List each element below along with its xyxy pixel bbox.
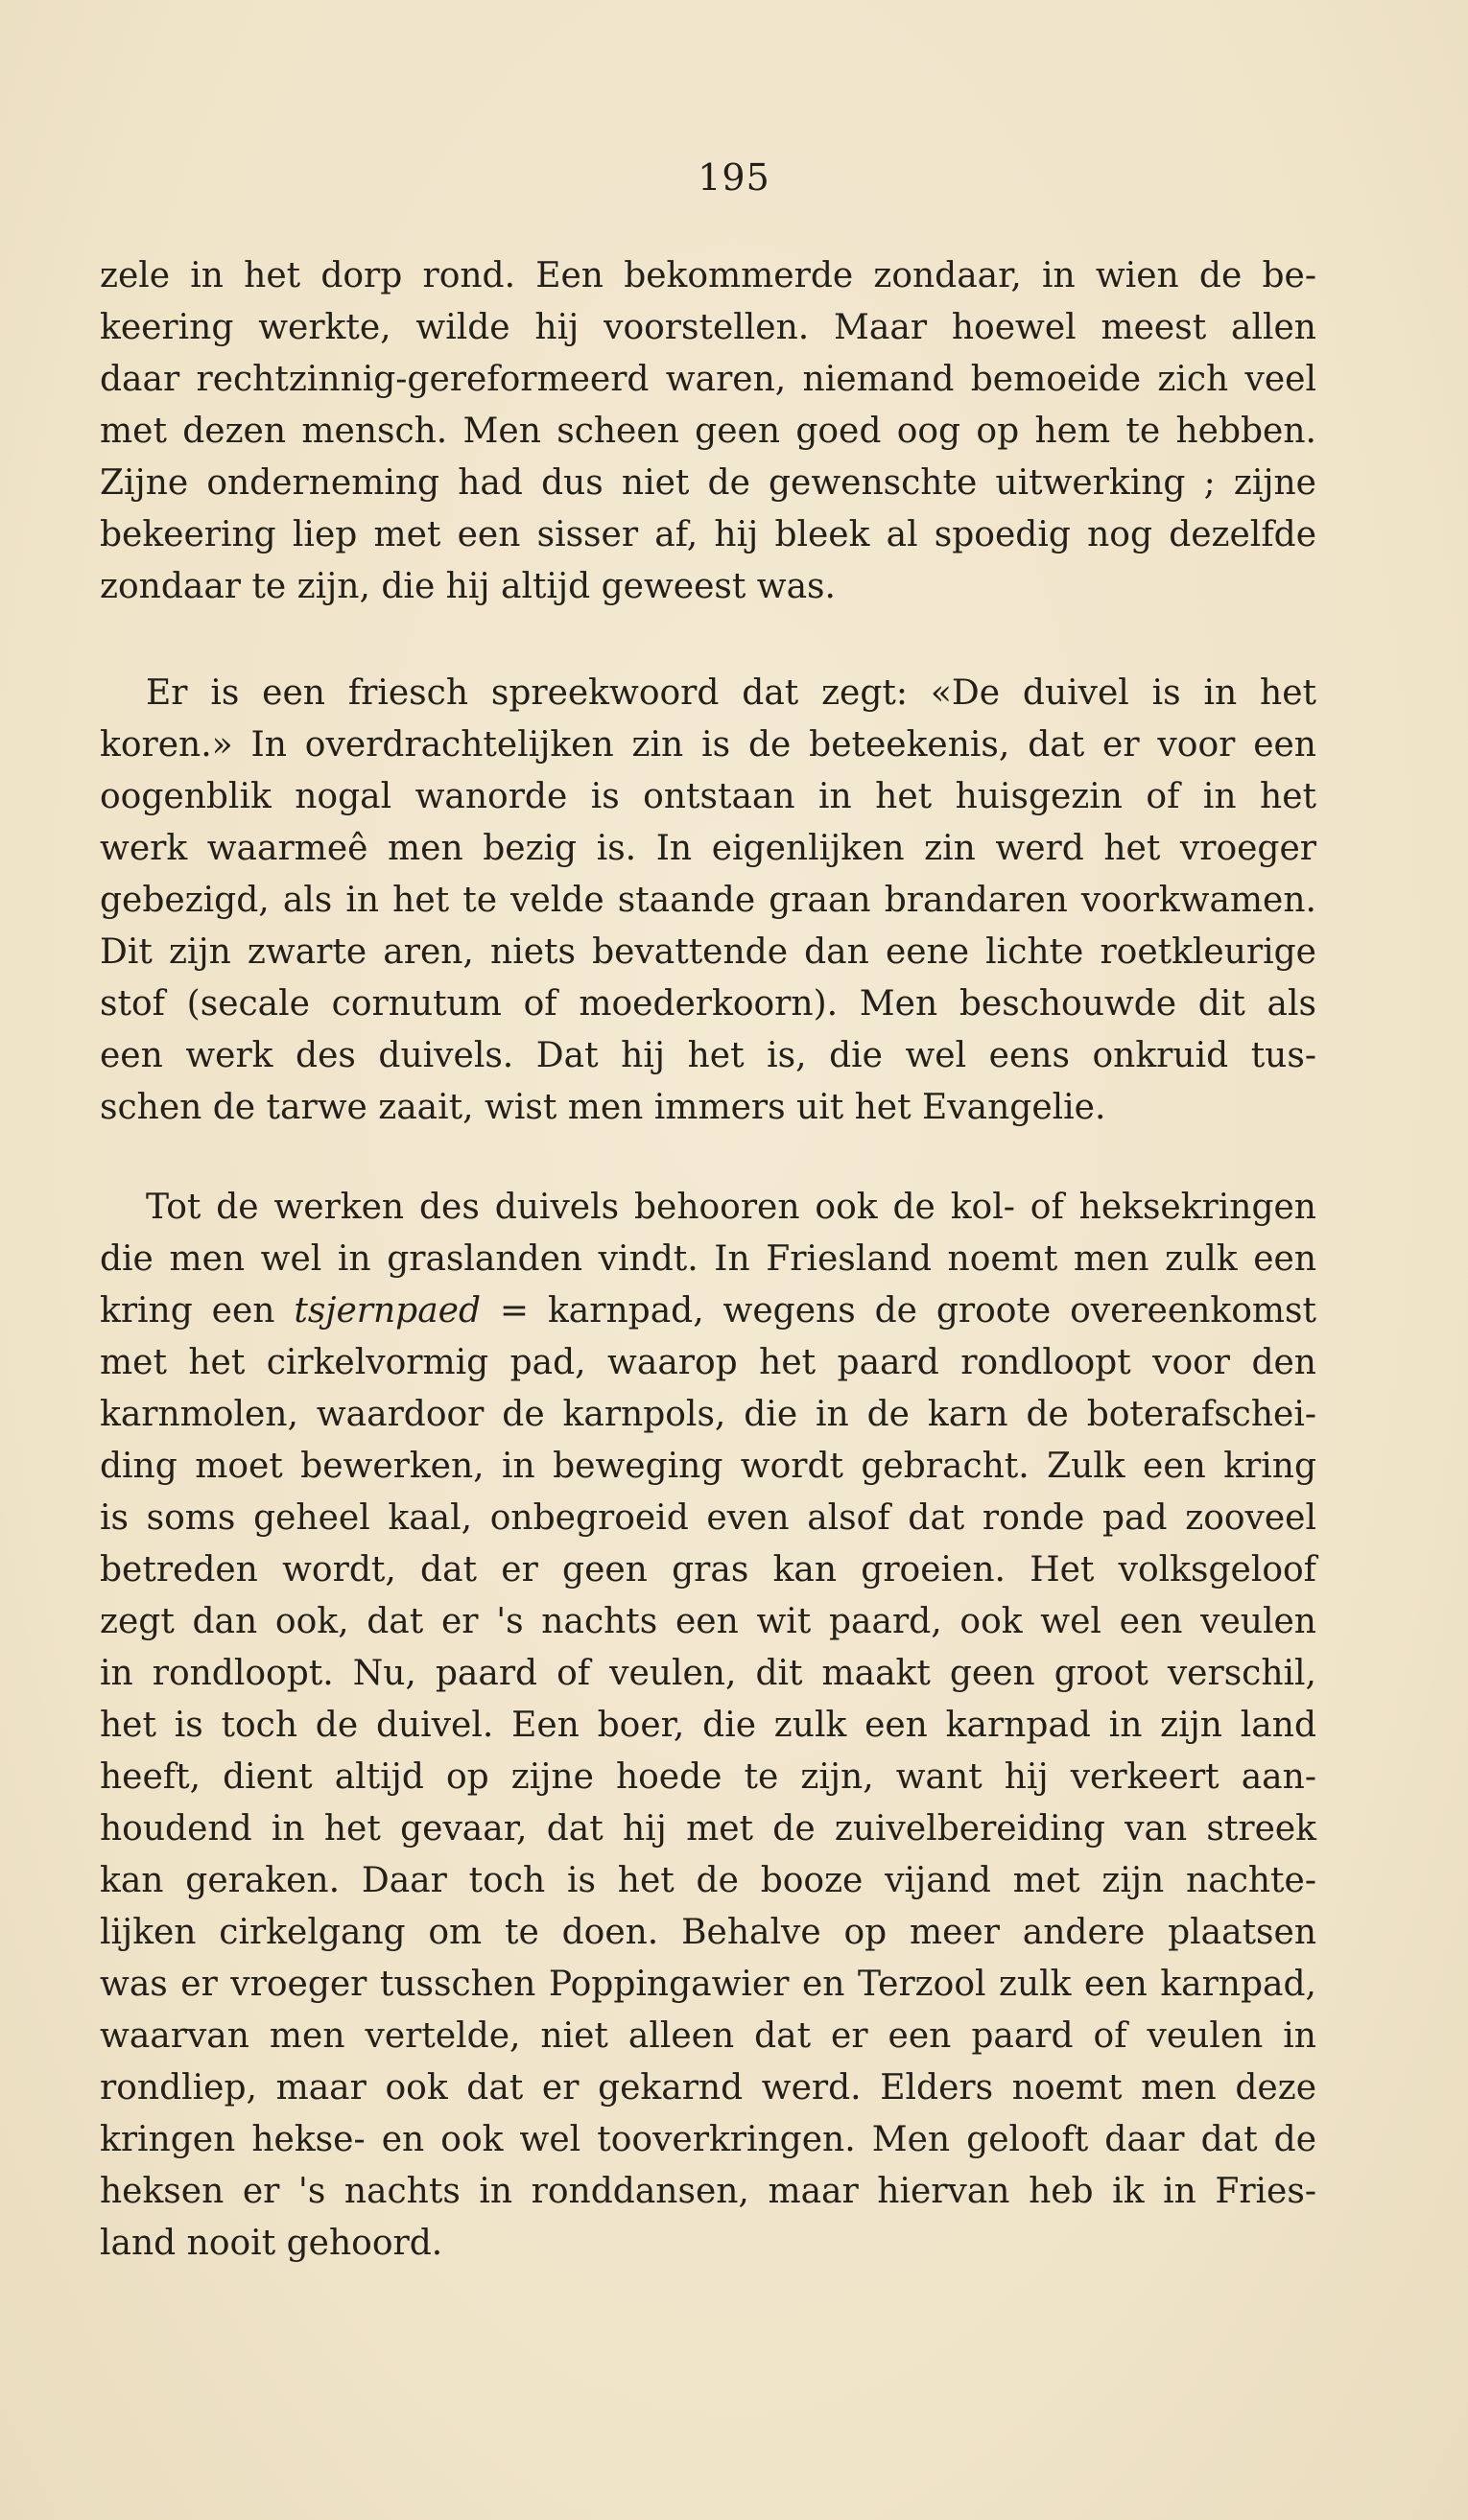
text-line: met het cirkelvormig pad, waarop het paard rondloopt voor den bbox=[100, 1343, 1316, 1382]
text-line: met dezen mensch. Men scheen geen goed oog op hem te hebben. bbox=[100, 412, 1316, 451]
text-line: heeft, dient altijd op zijne hoede te zijn, want hij verkeert aan- bbox=[100, 1757, 1316, 1797]
text-line: land nooit gehoord. bbox=[100, 2224, 443, 2263]
text-line: ding moet bewerken, in beweging wordt gebracht. Zulk een kring bbox=[100, 1447, 1316, 1486]
text-line: zegt dan ook, dat er 's nachts een wit paard, ook wel een veulen bbox=[100, 1602, 1316, 1641]
text-line: was er vroeger tusschen Poppingawier en Terzool zulk een karnpad, bbox=[100, 1965, 1316, 2004]
text-line: Zijne onderneming had dus niet de gewenschte uitwerking ; zijne bbox=[100, 463, 1316, 503]
text-line: Tot de werken des duivels behooren ook de kol- of heksekringen bbox=[146, 1188, 1316, 1227]
text-line: bekeering liep met een sisser af, hij bleek al spoedig nog dezelfde bbox=[100, 515, 1316, 554]
text-line: waarvan men vertelde, niet alleen dat er een paard of veulen in bbox=[100, 2016, 1316, 2056]
paragraph-2 bbox=[100, 668, 1316, 1134]
text-line: is soms geheel kaal, onbegroeid even alsof dat ronde pad zooveel bbox=[100, 1498, 1316, 1538]
text-line: stof (secale cornutum of moederkoorn). Men beschouwde dit als bbox=[100, 984, 1316, 1024]
text-line: een werk des duivels. Dat hij het is, die wel eens onkruid tus- bbox=[100, 1036, 1316, 1075]
text-line: rondliep, maar ook dat er gekarnd werd. Elders noemt men deze bbox=[100, 2068, 1316, 2108]
paragraph-1 bbox=[100, 250, 1316, 613]
text-line: Dit zijn zwarte aren, niets bevattende dan eene lichte roetkleurige bbox=[100, 932, 1316, 972]
text-line: zele in het dorp rond. Een bekommerde zondaar, in wien de be- bbox=[100, 256, 1316, 295]
text-line: kring een tsjernpaed = karnpad, wegens de groote overeenkomst bbox=[100, 1291, 1316, 1331]
text-line: het is toch de duivel. Een boer, die zulk een karnpad in zijn land bbox=[100, 1706, 1316, 1745]
paragraph-3 bbox=[100, 1182, 1316, 2270]
text-line: houdend in het gevaar, dat hij met de zuivelbereiding van streek bbox=[100, 1809, 1316, 1849]
page-number: 195 bbox=[698, 156, 770, 199]
text-line: Er is een friesch spreekwoord dat zegt: «De duivel is in het bbox=[146, 673, 1316, 713]
text-line: koren.» In overdrachtelijken zin is de beteekenis, dat er voor een bbox=[100, 725, 1316, 765]
italic-term: tsjernpaed bbox=[294, 1291, 482, 1331]
text-line: heksen er 's nachts in ronddansen, maar hiervan heb ik in Fries- bbox=[100, 2172, 1316, 2211]
text-line: schen de tarwe zaait, wist men immers uit het Evangelie. bbox=[100, 1088, 1106, 1127]
text-line: kringen hekse- en ook wel tooverkringen. Men gelooft daar dat de bbox=[100, 2120, 1316, 2159]
text-line: keering werkte, wilde hij voorstellen. Maar hoewel meest allen bbox=[100, 308, 1316, 347]
text-line: in rondloopt. Nu, paard of veulen, dit maakt geen groot verschil, bbox=[100, 1654, 1316, 1693]
text-line: lijken cirkelgang om te doen. Behalve op meer andere plaatsen bbox=[100, 1913, 1316, 1952]
text-line: betreden wordt, dat er geen gras kan groeien. Het volksgeloof bbox=[100, 1550, 1316, 1590]
text-line: kan geraken. Daar toch is het de booze vijand met zijn nachte- bbox=[100, 1861, 1316, 1900]
text-line: karnmolen, waardoor de karnpols, die in de karn de boterafschei- bbox=[100, 1395, 1316, 1434]
text-line: werk waarmeê men bezig is. In eigenlijken zin werd het vroeger bbox=[100, 829, 1316, 868]
text-line: gebezigd, als in het te velde staande graan brandaren voorkwamen. bbox=[100, 881, 1316, 920]
text-line: zondaar te zijn, die hij altijd geweest was. bbox=[100, 567, 836, 606]
text-line: daar rechtzinnig-gereformeerd waren, niemand bemoeide zich veel bbox=[100, 360, 1316, 399]
text-line: oogenblik nogal wanorde is ontstaan in het huisgezin of in het bbox=[100, 777, 1316, 816]
text-line: die men wel in graslanden vindt. In Friesland noemt men zulk een bbox=[100, 1239, 1316, 1279]
